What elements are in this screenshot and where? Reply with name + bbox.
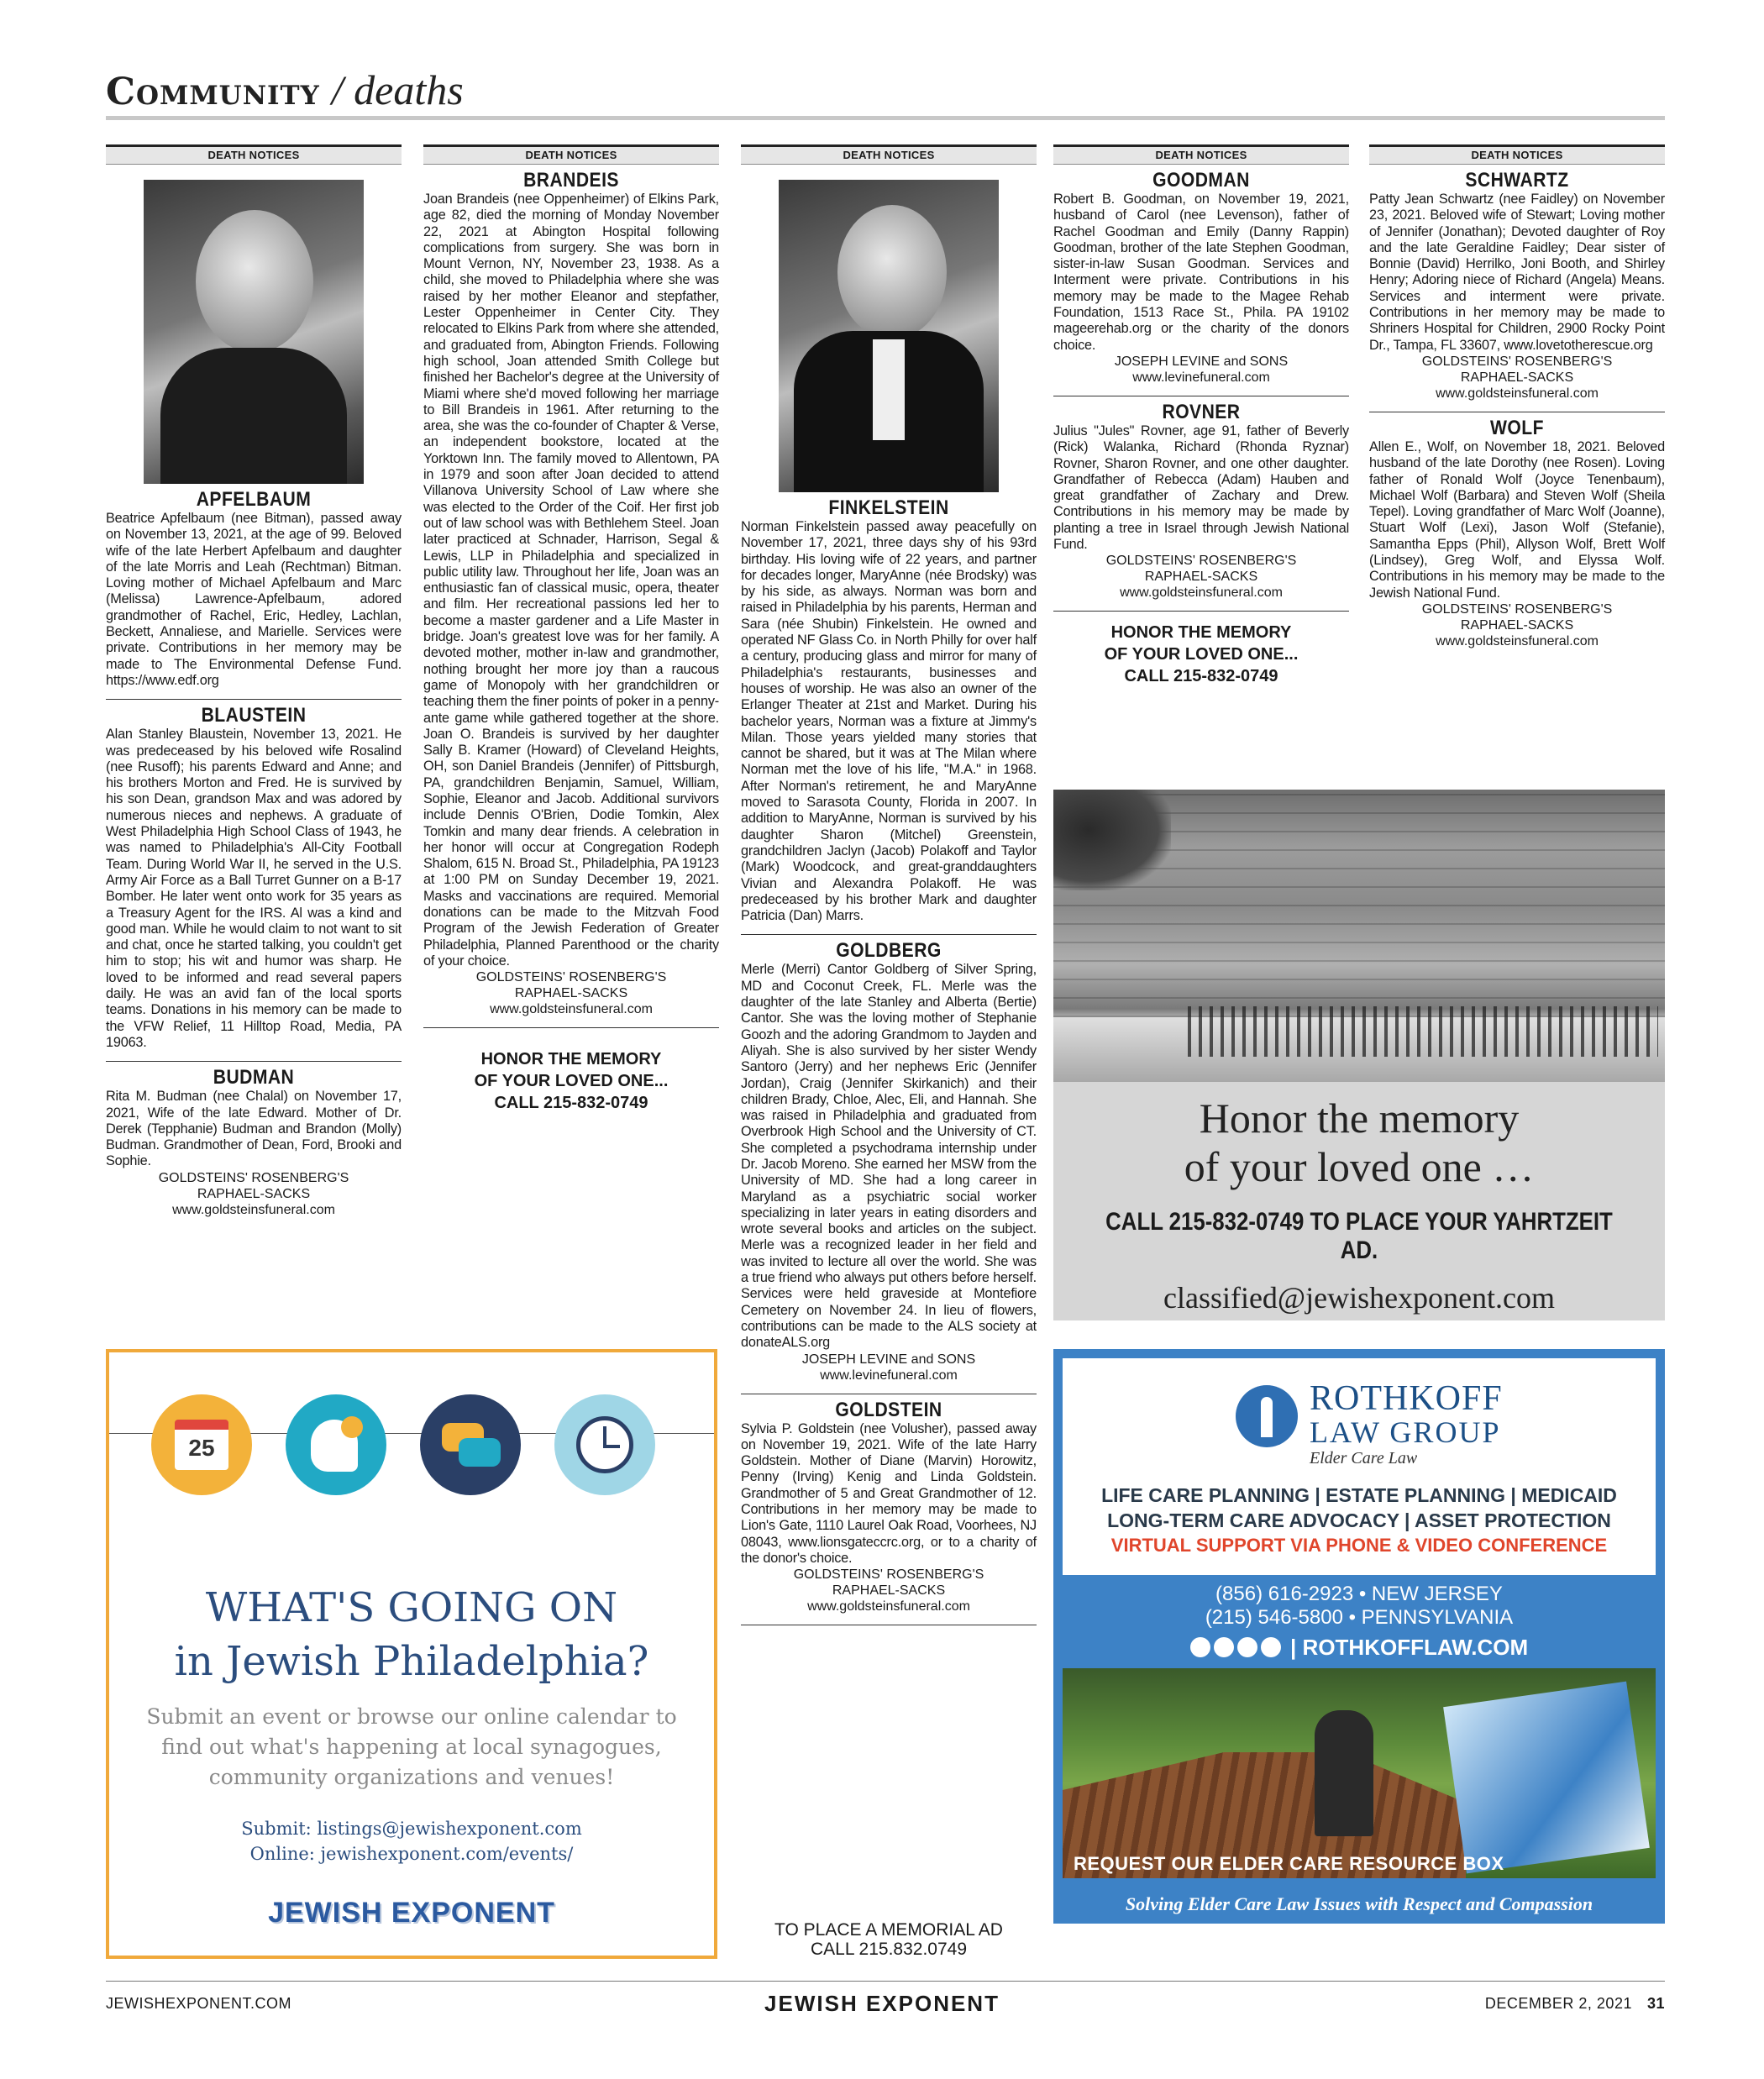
rothkoff-website[interactable]: | ROTHKOFFLAW.COM [1290,1635,1529,1660]
honor-line: OF YOUR LOVED ONE... [1104,645,1299,664]
jewish-exponent-logo: JEWISH EXPONENT [268,1897,555,1929]
notice-text: Julius "Jules" Rovner, age 91, father of Beverly (Rick) Walanka, Richard (Rhonda Ryznar) Rovner, Sharon Rovner, and one other daughter. Grandfather of Rebecca (Adam) Hauben and great grandfather of Zachary and Drew. Contributions in his memory may be made by planting a tree in Israel through Jewish National Fund. [1053,423,1349,553]
column-label: DEATH NOTICES [1369,144,1665,165]
notice-name: ROVNER [1162,400,1241,423]
wgo-desc-line: find out what's happening at local synagogues, [161,1735,662,1759]
rothkoff-services [1063,1483,1656,1558]
clock-icon [554,1394,655,1495]
honor-headline: of your loved one … [1184,1143,1535,1190]
funeral-link[interactable]: www.goldsteinsfuneral.com [1120,585,1283,601]
section-title: Community / deaths [106,66,464,113]
notice-name: APFELBAUM [196,488,312,511]
funeral-home: RAPHAEL-SACKS [1460,617,1574,633]
funeral-home: RAPHAEL-SACKS [1460,370,1574,385]
notice-text: Beatrice Apfelbaum (nee Bitman), passed away on November 13, 2021, at the age of 99. Beloved wife of the late Herbert Apfelbaum and daughter of the late Morris and Leah (Rechtman) Bitman. Loving mother of Michael Apfelbaum and Marc (Melissa) Lawrence-Apfelbaum, adored grandmother of Rachel, Eric, Hedley, Lachlan, Beckett, Annaliese, and Marielle. Services were private. Contributions in her memory may be made to The Environmental Defense Fund. https://www.edf.org [106,511,402,688]
funeral-home: GOLDSTEINS' ROSENBERG'S [1105,554,1297,569]
rothkoff-law-ad[interactable] [1053,1349,1665,1924]
funeral-home: GOLDSTEINS' ROSENBERG'S [158,1170,349,1185]
funeral-home: JOSEPH LEVINE and SONS [801,1352,976,1367]
notice-name: BUDMAN [213,1066,295,1089]
header-rule [106,116,1665,120]
footer-paper-name: JEWISH EXPONENT [764,1991,1000,2016]
footer-rule [106,1981,1665,1982]
footer-date: DECEMBER 2, 2021 [1484,1995,1632,2012]
notice-text: Patty Jean Schwartz (nee Faidley) on November 23, 2021. Beloved wife of Stewart; Loving mother of Jennifer (Jonathan); Devoted daughter of Roy and the late Geraldine Faidley; Dear sister of Bonnie (David) Herrilko, Joni Booth, and Shirley Henry; Adoring niece of Richard (Angela) Means. Services and interment were private. Contributions in her memory may be made to Shriners Hospital for Children, 2900 Rocky Point Dr., Tampa, FL 33607, www.lovetotherescue.org [1369,192,1665,353]
funeral-link[interactable]: www.goldsteinsfuneral.com [807,1599,970,1614]
wgo-title-line: WHAT'S GOING ON [205,1584,618,1631]
honor-memory-notice [423,1048,719,1114]
rothkoff-virtual-line: VIRTUAL SUPPORT VIA PHONE & VIDEO CONFERENCE [1110,1535,1608,1556]
funeral-home: GOLDSTEINS' ROSENBERG'S [793,1567,984,1583]
rothkoff-name-line: LAW GROUP [1310,1415,1501,1449]
rothkoff-web [1053,1635,1665,1661]
phone-nj[interactable]: (856) 616-2923 • NEW JERSEY [1215,1583,1503,1605]
honor-call: CALL 215-832-0749 TO PLACE YOUR YAHRTZEIT AD. [1105,1208,1613,1264]
rothkoff-service-line: LONG-TERM CARE ADVOCACY | ASSET PROTECTION [1107,1509,1611,1531]
column-label: DEATH NOTICES [1053,144,1349,165]
funeral-link[interactable]: www.goldsteinsfuneral.com [490,1002,653,1017]
linkedin-icon[interactable] [1214,1637,1234,1657]
wgo-desc-line: Submit an event or browse our online calendar to [146,1704,677,1729]
honor-phone: CALL 215-832-0749 [494,1094,648,1113]
notice-text: Merle (Merri) Cantor Goldberg of Silver Spring, MD and Coconut Creek, FL. Merle was the daughter of the late Stanley and Alberta (Bertie) Cantor. She was the loving mother of Stephanie Goozh and the adoring Grandmom to Jayden and Aliyah. She is also survived by her sister Wendy Santoro (Jerry) and her nephews Eric (Jennifer Jordan), Craig (Jennifer Skirkanich) and their children Brady, Chloe, Alec, Eli, and Hannah. She was raised in Philadelphia and graduated from Overbrook High School and the University of CT. She completed a psychodrama internship under Dr. Jacob Moreno. She earned her MSW from the University of MD. She had a long career in Maryland as a psychiatric social worker specializing in later years in eating disorders and wrote several books and articles on the subject. Merle was a recognized leader in her field and was invited to lecture all over the world. She was a true friend who always put others before herself. Services were held graveside at Montefiore Cemetery on November 24. In lieu of flowers, contributions can be made to the ALS society at donateALS.org [741,962,1037,1351]
rothkoff-service-line: LIFE CARE PLANNING | ESTATE PLANNING | MEDICAID [1101,1484,1617,1506]
idea-head-icon [286,1394,386,1495]
column-label: DEATH NOTICES [423,144,719,165]
calendar-day: 25 [188,1435,215,1461]
column-label: DEATH NOTICES [106,144,402,165]
footer-date-page [1485,1995,1665,2013]
rothkoff-name-line: ROTHKOFF [1310,1379,1503,1418]
funeral-home: RAPHAEL-SACKS [197,1186,311,1201]
yahrtzeit-ad[interactable] [1053,1082,1665,1320]
notice-name: GOLDSTEIN [835,1398,942,1421]
page-number: 31 [1646,1995,1665,2012]
notice-text: Sylvia P. Goldstein (nee Volusher), passed away on November 19, 2021. Wife of the late Harry Goldstein. Mother of Diane (Marvin) Horowitz, Penny (Irving) Kenig and Linda Goldstein. Grandmother of 5 and Great Grandmother of 12. Contributions in her memory may be made to Lion's Gate, 1110 Laurel Oak Road, Voorhees, NJ 08043, www.lionsgateccrc.org, or to a charity of the donor's choice. [741,1420,1037,1566]
honor-line: HONOR THE MEMORY [1110,623,1292,643]
honor-line: HONOR THE MEMORY [480,1050,662,1069]
funeral-link[interactable]: www.levinefuneral.com [820,1368,958,1383]
email-icon[interactable] [1261,1637,1281,1657]
funeral-home: GOLDSTEINS' ROSENBERG'S [475,970,667,985]
wgo-online-link[interactable]: Online: jewishexponent.com/events/ [249,1844,574,1864]
funeral-home: RAPHAEL-SACKS [514,986,628,1001]
funeral-link[interactable]: www.levinefuneral.com [1132,370,1270,385]
western-wall-photo [1053,790,1665,1082]
notice-name: SCHWARTZ [1465,169,1569,192]
honor-email[interactable]: classified@jewishexponent.com [1163,1281,1556,1315]
funeral-link[interactable]: www.goldsteinsfuneral.com [172,1202,335,1217]
column-1 [106,144,402,1218]
wgo-links [109,1816,714,1866]
funeral-link[interactable]: www.goldsteinsfuneral.com [1436,386,1599,401]
facebook-icon[interactable] [1190,1637,1210,1657]
footer-site[interactable]: JEWISHEXPONENT.COM [106,1995,292,2012]
finkelstein-photo [779,180,999,492]
notice-text: Norman Finkelstein passed away peacefully on November 17, 2021, three days shy of his 93rd birthday. His loving wife of 22 years, and partner for decades longer, MaryAnne (née Brodsky) was by his side, as always. Norman was born and raised in Philadelphia by his parents, Herman and Sara (née Shubin) Finkelstein. He owned and operated NF Glass Co. in North Philly for over half a century, producing glass and mirror for many of Philadelphia's restaurants, businesses and houses of worship. He was also an owner of the Erlanger Theater at 21st and Market. During his bachelor years, Norman was a fixture at Jimmy's Milan. Those years yielded many stories that cannot be shared, but it was at The Milan where Norman met the love of his life, "M.A." in 1968. After Norman's retirement, he and MaryAnne moved to Sarasota County, Florida in 2007. In addition to MaryAnne, Norman is survived by his daughter Sharon (Mitchel) Greenstein, grandchildren Jaclyn (Jacob) Polakoff and Taylor (Mark) Woodcock, and great-granddaughters Vivian and Alexandra Polakoff. He was predeceased by his brother Mark and daughter Patricia (Dan) Marrs. [741,519,1037,924]
wgo-desc-line: community organizations and venues! [208,1765,615,1789]
rothkoff-phones [1053,1583,1665,1630]
apfelbaum-photo [144,180,364,484]
chat-bubble-icon [420,1394,521,1495]
honor-line: OF YOUR LOVED ONE... [474,1072,669,1091]
funeral-home: GOLDSTEINS' ROSENBERG'S [1421,601,1613,617]
rothkoff-slogan: Solving Elder Care Law Issues with Respect and Compassion [1125,1893,1593,1914]
wgo-title [109,1581,714,1688]
column-3 [741,144,1037,1630]
whats-going-on-ad[interactable] [106,1349,717,1959]
notice-name: BRANDEIS [523,169,619,192]
notice-name: FINKELSTEIN [828,496,949,519]
memorial-phone: CALL 215.832.0749 [810,1940,968,1959]
phone-pa[interactable]: (215) 546-5800 • PENNSYLVANIA [1205,1606,1514,1629]
column-5 [1369,144,1665,649]
calendar-icon [151,1394,252,1495]
column-2 [423,144,719,1114]
rothkoff-request[interactable]: REQUEST OUR ELDER CARE RESOURCE BOX [1074,1853,1504,1874]
memorial-ad-notice [741,1920,1037,1959]
section-name: Community [106,71,320,113]
funeral-home: RAPHAEL-SACKS [1144,570,1258,585]
column-4 [1053,144,1349,687]
column-label: DEATH NOTICES [741,144,1037,165]
notice-name: GOODMAN [1152,169,1250,192]
honor-phone: CALL 215-832-0749 [1124,667,1278,686]
honor-headline: Honor the memory [1199,1095,1520,1142]
funeral-home: GOLDSTEINS' ROSENBERG'S [1421,354,1613,369]
funeral-home: RAPHAEL-SACKS [832,1583,946,1599]
resource-box-image [1443,1682,1650,1874]
notice-text: Joan Brandeis (nee Oppenheimer) of Elkins Park, age 82, died the morning of Monday November 22, 2021 at Abington Hospital following complications from surgery. She was born in Mount Vernon, NY, November 23, 1938. As a child, she moved to Philadelphia where she was raised by her mother Eleanor and stepfather, Lester Oppenheimer in Center City. They relocated to Elkins Park from where she attended, and graduated from, Abington Friends. Following high school, Joan attended Smith College but finished her Bachelor's degree at the University of Miami where she'd moved following her marriage to Bill Brandeis in 1961. After returning to the area, she was the co-founder of Chapter & Verse, an independent bookstore, located at the Yorktown Inn. The family moved to Allentown, PA in 1979 and soon after Joan decided to attend Villanova University School of Law where she was elected to the Order of the Coif. Her first job out of law school was with Bethlehem Steel. Joan later practiced at Schnader, Harrison, Segal & Lewis, LLP in Philadelphia and specialized in public utility law. Throughout her life, Joan was an enthusiastic fan of classical music, opera, theater and film. Her recreational passions led her to become a master gardener and a Life Master in bridge. Joan's greatest love was for her family. A devoted mother, mother in-law and grandmother, nothing brought her more joy than a raucous game of Monopoly with her grandchildren or teaching them the finer points of poker in a penny-ante game while gathered together at the shore. Joan O. Brandeis is survived by her daughter Sally B. Kramer (Howard) of Cleveland Heights, OH, son Daniel Brandeis (Jennifer) of Pittsburgh, PA, grandchildren Benjamin, Samuel, William, Sophie, Eleanor and Jacob. Additional survivors include Dennis O'Brien, Dodie Tomkin, Alex Tomkin and many dear friends. A celebration in her honor will occur at Congregation Rodeph Shalom, 615 N. Broad St., Philadelphia, PA 19123 at 1:00 PM on Sunday December 19, 2021. Masks and vaccinations are required. Memorial donations can be made to the Mitzvah Food Program of the Jewish Federation of Greater Philadelphia, Planned Parenthood or the charity of your choice. [423,192,719,969]
wgo-title-line: in Jewish Philadelphia? [174,1638,649,1685]
notice-text: Alan Stanley Blaustein, November 13, 2021. He was predeceased by his beloved wife Rosalind (nee Rusoff); his parents Edward and Anne; and his brothers Morton and Fred. He is survived by his son Dean, grandson Max and was adored by numerous nieces and nephews. A graduate of West Philadelphia High School Class of 1943, he was named to Philadelphia's All-City Football Team. During World War II, he served in the U.S. Army Air Force as a Ball Turret Gunner on a B-17 Bomber. He later went onto work for 35 years as a Treasury Agent for the IRS. Al was a kind and good man. While he would claim to not want to sit and chat, once he started talking, you couldn't get him to stop; his wit and humor was sharp. He loved to be informed and read several papers daily. He was an avid fan of the local sports teams. Donations in his memory can be made to the VFW Relief, 11 Hilltop Road, Media, PA 19063. [106,727,402,1050]
funeral-link[interactable]: www.goldsteinsfuneral.com [1436,633,1599,648]
notice-text: Allen E., Wolf, on November 18, 2021. Beloved husband of the late Dorothy (nee Rosen). Loving father of Ronald Wolf (Joyce Tenenbaum), Michael Wolf (Barbara) and Steven Wolf (Sheila Tepel). Loving grandfather of Marc Wolf (Joanne), Stuart Wolf (Lexi), Jason Wolf (Stefanie), Samantha Epps (Phil), Allyson Wolf, Brett Wolf (Lindsey), Greg Wolf, and Elyssa Wolf. Contributions in his memory may be made to the Jewish National Fund. [1369,438,1665,601]
wgo-description [109,1702,714,1793]
funeral-home: JOSEPH LEVINE and SONS [1114,354,1289,369]
notice-name: BLAUSTEIN [201,704,307,727]
memorial-line: TO PLACE A MEMORIAL AD [774,1920,1003,1940]
rothkoff-logo-icon [1236,1385,1298,1447]
honor-memory-notice [1053,622,1349,687]
notice-name: GOLDBERG [836,939,942,963]
section-sub: deaths [354,66,464,113]
rothkoff-tagline: Elder Care Law [1310,1449,1418,1467]
youtube-icon[interactable] [1237,1637,1257,1657]
notice-text: Robert B. Goodman, on November 19, 2021, husband of Carol (nee Levenson), father of Rachel Goodman and Emily (Danny Rappin) Goodman, brother of the late Stephen Goodman, sister-in-law Susan Goodman. Services and Interment were private. Contributions in his memory may be made to the Magee Rehab Foundation, 1513 Race St., Phila. PA 19102 mageerehab.org or the charity of the donors choice. [1053,192,1349,353]
wgo-submit-link[interactable]: Submit: listings@jewishexponent.com [241,1819,582,1839]
rothkoff-name [1310,1379,1503,1467]
bridge-photo [1063,1668,1656,1878]
notice-name: WOLF [1490,416,1544,439]
notice-text: Rita M. Budman (nee Chalal) on November 17, 2021, Wife of the late Edward. Mother of Dr. Derek (Tepphanie) Budman and Brandon (Molly) Budman. Grandmother of Dean, Ford, Brooki and Sophie. [106,1089,402,1169]
